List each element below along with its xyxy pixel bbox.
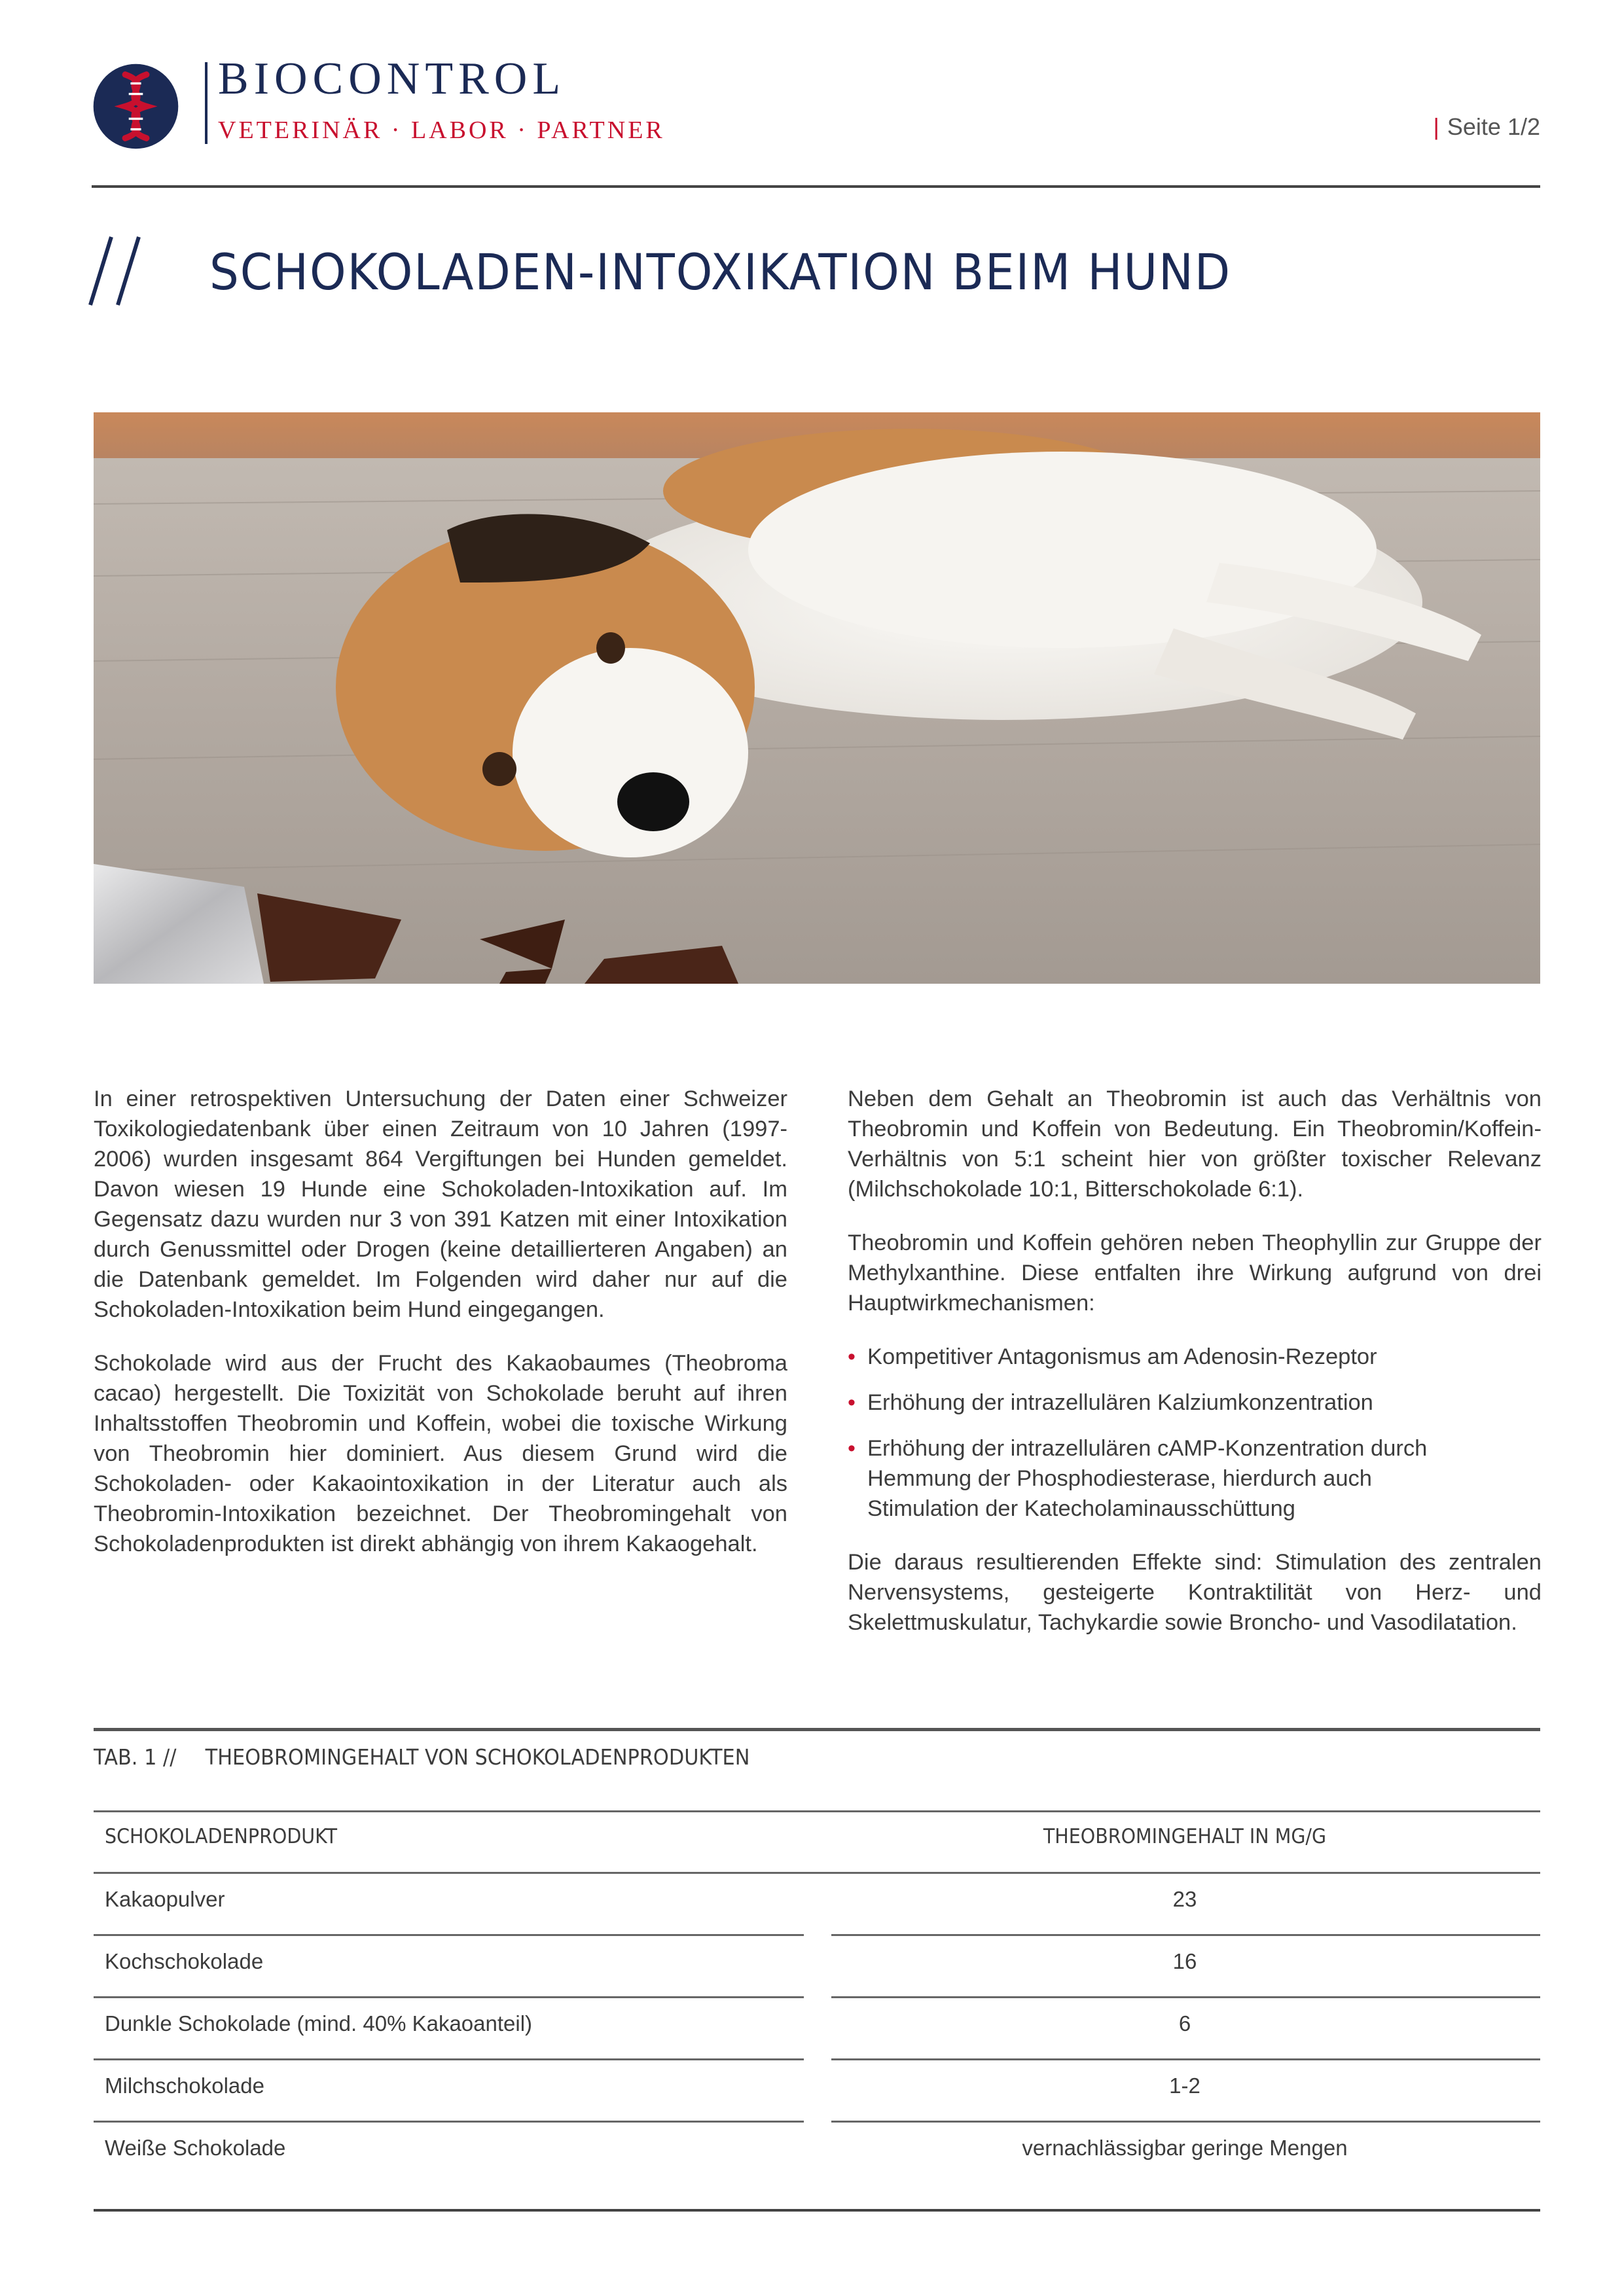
header-divider (92, 185, 1540, 188)
double-slash-icon (85, 236, 147, 308)
table-caption (94, 1746, 749, 1768)
list-item (848, 1433, 1542, 1524)
table-cell-value: 6 (1178, 2011, 1191, 2036)
table-header-product: SCHOKOLADENPRODUKT (105, 1825, 338, 1848)
table-row-rule-right (831, 2121, 1540, 2123)
table-row-rule-right (831, 2058, 1540, 2060)
table-caption-label: TAB. 1 // (94, 1744, 177, 1770)
page-title: SCHOKOLADEN-INTOXIKATION BEIM HUND (209, 243, 1232, 301)
dog-with-chocolate-photo (94, 412, 1540, 984)
intro-paragraph: In einer retrospektiven Untersuchung der Daten einer Schweizer Toxikologiedatenbank über einen Zeitraum von 10 Jahren (1997-2006) wurden insgesamt 864 Vergiftungen bei Hunden gemeldet. Davon wiesen 19 Hunde eine Schokoladen-Intoxikation auf. Im Gegensatz dazu wurden nur 3 von 391 Katzen mit einer Intoxikation durch Genussmittel oder Drogen (keine detaillierteren Angaben) an die Datenbank gemeldet. Im Folgenden wird daher nur auf die Schokoladen-Intoxikation beim Hund eingegangen. (94, 1086, 787, 1322)
table-bottom-divider (94, 2209, 1540, 2212)
page-indicator-label: Seite 1/2 (1447, 113, 1540, 140)
table-header-theobromine: THEOBROMINGEHALT IN MG/G (1043, 1825, 1327, 1848)
methylxanthine-paragraph: Theobromin und Koffein gehören neben Theophyllin zur Gruppe der Methylxanthine. Diese entfalten ihre Wirkung aufgrund von drei Hauptwirkmechanismen: (848, 1230, 1542, 1316)
biocontrol-logo-icon (92, 62, 180, 151)
bullet-icon: • (848, 1390, 856, 1415)
table-cell-product: Kakaopulver (105, 1887, 225, 1911)
table-row-rule-left (94, 2121, 804, 2123)
effects-paragraph: Die daraus resultierenden Effekte sind: Stimulation des zentralen Nervensystems, gesteigerte Kontraktilität von Herz- und Skelettmuskulatur, Tachykardie sowie Broncho- und Vasodilatation. (848, 1550, 1542, 1635)
body-column-right (848, 1084, 1542, 1661)
chocolate-paragraph: Schokolade wird aus der Frucht des Kakaobaumes (Theobroma cacao) hergestellt. Die Toxizität von Schokolade beruht auf ihren Inhaltsstoffen Theobromin und Koffein, wobei die toxische Wirkung von Theobromin hier dominiert. Aus diesem Grund wird die Schokoladen- oder Kakaointoxikation in der Literatur auch als Theobromin-Intoxikation bezeichnet. Der Theobromingehalt von Schokoladenprodukten ist direkt abhängig von ihrem Kakaogehalt. (94, 1351, 787, 1556)
list-item (848, 1388, 1542, 1418)
page-indicator-bar: | (1433, 113, 1439, 140)
mechanism-text: Erhöhung der intrazellulären cAMP-Konzentration durch Hemmung der Phosphodiesterase, hierdurch auch Stimulation der Katecholaminausschüttung (867, 1436, 1428, 1521)
mechanism-list (848, 1342, 1542, 1524)
table-row-rule-left (94, 1934, 804, 1936)
logo-divider (205, 62, 208, 144)
table-caption-title: THEOBROMINGEHALT VON SCHOKOLADENPRODUKTEN (205, 1744, 750, 1770)
body-column-left (94, 1084, 787, 1583)
bullet-icon: • (848, 1436, 856, 1461)
table-cell-product: Weiße Schokolade (105, 2136, 286, 2160)
table-cell-value: 16 (1172, 1949, 1197, 1973)
page-indicator (1434, 115, 1540, 139)
table-cell-value: 1-2 (1169, 2073, 1200, 2098)
table-row-rule-left (94, 2058, 804, 2060)
table-top-divider (94, 1728, 1540, 1731)
table-row-rule-right (831, 1934, 1540, 1936)
brand-name: BIOCONTROL (218, 54, 566, 104)
list-item (848, 1342, 1542, 1372)
table-cell-product: Kochschokolade (105, 1949, 264, 1973)
table-row-rule-right (831, 1996, 1540, 1998)
table-cell-product: Dunkle Schokolade (mind. 40% Kakaoanteil) (105, 2011, 533, 2036)
bullet-icon: • (848, 1344, 856, 1369)
table-row-rule-left (94, 1996, 804, 1998)
table-cell-product: Milchschokolade (105, 2073, 264, 2098)
table-cell-value: vernachlässigbar geringe Mengen (1022, 2136, 1348, 2160)
table-cell-value: 23 (1172, 1887, 1197, 1911)
brand-tagline: VETERINÄR · LABOR · PARTNER (218, 117, 665, 144)
table-header-bottom-rule (94, 1872, 1540, 1874)
table-header-top-rule (94, 1810, 1540, 1812)
mechanism-text: Kompetitiver Antagonismus am Adenosin-Rezeptor (867, 1344, 1377, 1369)
mechanism-text: Erhöhung der intrazellulären Kalziumkonzentration (867, 1390, 1373, 1415)
ratio-paragraph: Neben dem Gehalt an Theobromin ist auch das Verhältnis von Theobromin und Koffein von Bedeutung. Ein Theobromin/Koffein-Verhältnis von 5:1 scheint hier von größter toxischer Relevanz (Milchschokolade 10:1, Bitterschokolade 6:1). (848, 1086, 1542, 1202)
